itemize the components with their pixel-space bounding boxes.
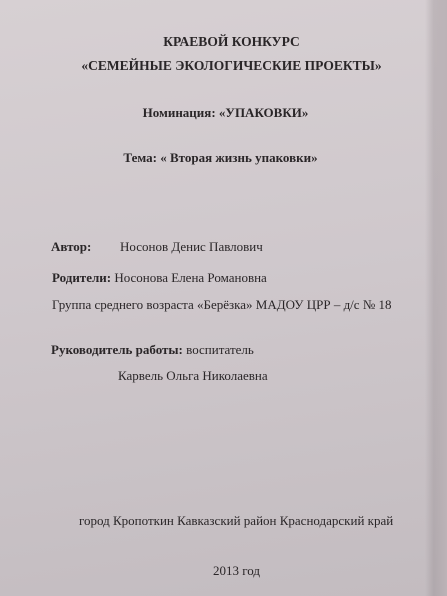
location-line: город Кропоткин Кавказский район Краснодарский край bbox=[79, 513, 394, 528]
theme-value: « Вторая жизнь упаковки» bbox=[160, 150, 318, 165]
author-line bbox=[51, 239, 91, 255]
parents-label: Родители: bbox=[52, 270, 112, 285]
group-line: Группа среднего возраста «Берёзка» МАДОУ ЦРР – д/с № 18 bbox=[52, 297, 392, 312]
nomination-value: «УПАКОВКИ» bbox=[218, 105, 309, 120]
nomination-label: Номинация: bbox=[142, 105, 216, 120]
theme-line bbox=[0, 150, 444, 166]
nomination-line bbox=[2, 105, 447, 121]
page-edge-shadow bbox=[425, 0, 447, 596]
parents-line bbox=[52, 270, 267, 286]
supervisor-line bbox=[51, 342, 254, 358]
author-label: Автор: bbox=[51, 239, 92, 254]
author-name: Носонов Денис Павлович bbox=[120, 239, 263, 254]
year-line: 2013 год bbox=[213, 563, 260, 578]
contest-title: КРАЕВОЙ КОНКУРС bbox=[163, 34, 300, 49]
supervisor-role: воспитатель bbox=[186, 342, 254, 357]
theme-label: Тема: bbox=[123, 150, 157, 165]
parents-value: Носонова Елена Романовна bbox=[114, 270, 267, 285]
supervisor-name: Карвель Ольга Николаевна bbox=[118, 368, 268, 383]
contest-subtitle: «СЕМЕЙНЫЕ ЭКОЛОГИЧЕСКИЕ ПРОЕКТЫ» bbox=[81, 58, 382, 73]
supervisor-label: Руководитель работы: bbox=[51, 342, 183, 357]
